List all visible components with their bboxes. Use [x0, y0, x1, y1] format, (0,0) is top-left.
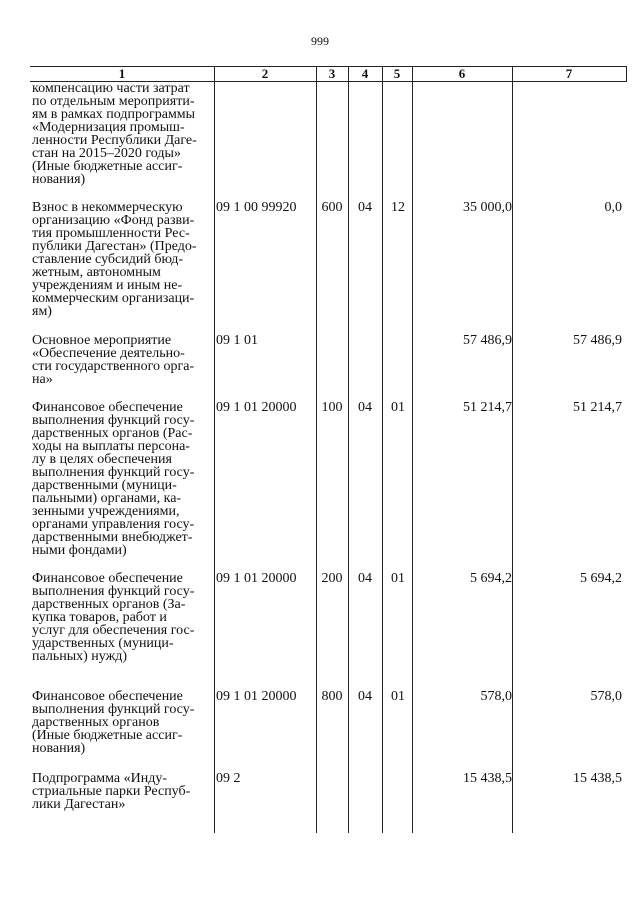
header-col-7: 7 [565, 66, 573, 81]
name-line: «Модернизация промыш- [32, 120, 185, 135]
col-divider [382, 66, 383, 833]
name-line: зенными учреждениями, [32, 504, 180, 519]
row-col-3: 200 [321, 571, 343, 586]
name-line: на» [32, 372, 53, 387]
row-name [32, 772, 214, 811]
row-amount-6: 51 214,7 [463, 400, 512, 415]
row-col-5: 12 [391, 200, 405, 215]
name-line: стриальные парки Респуб- [32, 784, 191, 799]
row-amount-7: 15 438,5 [573, 771, 622, 786]
name-line: «Обеспечение деятельно- [32, 346, 185, 361]
budget-table [30, 66, 627, 833]
name-line: ставление субсидий бюд- [32, 252, 183, 267]
name-line: (Иные бюджетные ассиг- [32, 728, 183, 743]
name-line: лу в целях обеспечения [32, 452, 172, 467]
name-line: организацию «Фонд разви- [32, 213, 195, 228]
header-col-6: 6 [458, 66, 466, 81]
row-amount-6: 578,0 [480, 689, 512, 704]
name-line: купка товаров, работ и [32, 610, 167, 625]
row-code: 09 1 00 99920 [216, 200, 297, 215]
name-line: нования) [32, 741, 86, 756]
name-line: ям в рамках подпрограммы [32, 107, 196, 122]
row-name [32, 82, 214, 186]
row-col-4: 04 [358, 689, 372, 704]
name-line: ударственных (муници- [32, 636, 174, 651]
name-line: ходы на выплаты персона- [32, 439, 190, 454]
name-line: учреждениям и иным не- [32, 278, 183, 293]
row-name [32, 334, 214, 386]
row-name [32, 401, 214, 557]
col-divider [316, 66, 317, 833]
name-line: выполнения функций госу- [32, 413, 195, 428]
row-col-5: 01 [391, 571, 405, 586]
row-col-4: 04 [358, 200, 372, 215]
name-line: выполнения функций госу- [32, 702, 195, 717]
header-col-4: 4 [361, 66, 369, 81]
col-divider [214, 66, 215, 833]
name-line: пальных) нужд) [32, 649, 128, 664]
name-line: тия промышленности Рес- [32, 226, 190, 241]
name-line: пальными) органами, ка- [32, 491, 182, 506]
row-amount-6: 15 438,5 [463, 771, 512, 786]
row-amount-7: 5 694,2 [580, 571, 622, 586]
name-line: публики Дагестан» (Предо- [32, 239, 197, 254]
page-number: 999 [311, 34, 329, 48]
row-col-4: 04 [358, 400, 372, 415]
name-line: сти государственного орга- [32, 359, 195, 374]
col-divider [348, 66, 349, 833]
row-amount-7: 578,0 [590, 689, 622, 704]
header-col-3: 3 [328, 66, 336, 81]
name-line: лики Дагестан» [32, 797, 126, 812]
row-name [32, 201, 214, 318]
row-code: 09 2 [216, 771, 241, 786]
name-line: дарственных органов (Рас- [32, 426, 193, 441]
row-col-3: 600 [321, 200, 343, 215]
name-line: (Иные бюджетные ассиг- [32, 159, 183, 174]
row-code: 09 1 01 [216, 333, 258, 348]
name-line: ям) [32, 304, 52, 319]
row-amount-7: 51 214,7 [573, 400, 622, 415]
col-divider [412, 66, 413, 833]
name-line: ленности Республики Даге- [32, 133, 197, 148]
name-line: выполнения функций госу- [32, 584, 195, 599]
table-right-border [626, 66, 627, 81]
name-line: дарственными внебюджет- [32, 530, 193, 545]
name-line: Финансовое обеспечение [32, 571, 183, 586]
name-line: Финансовое обеспечение [32, 400, 183, 415]
name-line: коммерческим организаци- [32, 291, 195, 306]
name-line: Взнос в некоммерческую [32, 200, 183, 215]
name-line: Финансовое обеспечение [32, 689, 183, 704]
col-divider [512, 66, 513, 833]
row-code: 09 1 01 20000 [216, 689, 297, 704]
name-line: органами управления госу- [32, 517, 195, 532]
row-amount-6: 35 000,0 [463, 200, 512, 215]
name-line: ными фондами) [32, 543, 127, 558]
name-line: нования) [32, 172, 86, 187]
name-line: по отдельным мероприяти- [32, 94, 195, 109]
row-amount-6: 5 694,2 [470, 571, 512, 586]
header-col-1: 1 [118, 66, 126, 81]
name-line: услуг для обеспечения гос- [32, 623, 195, 638]
name-line: дарственных органов (За- [32, 597, 186, 612]
name-line: стан на 2015–2020 годы» [32, 146, 181, 161]
row-col-4: 04 [358, 571, 372, 586]
row-col-3: 800 [321, 689, 343, 704]
header-col-5: 5 [393, 66, 401, 81]
row-amount-7: 0,0 [604, 200, 622, 215]
row-amount-6: 57 486,9 [463, 333, 512, 348]
row-col-5: 01 [391, 400, 405, 415]
row-amount-7: 57 486,9 [573, 333, 622, 348]
header-col-2: 2 [261, 66, 269, 81]
name-line: жетным, автономным [32, 265, 161, 280]
name-line: выполнения функций госу- [32, 465, 195, 480]
row-name [32, 572, 214, 663]
row-name [32, 690, 214, 755]
row-code: 09 1 01 20000 [216, 571, 297, 586]
row-code: 09 1 01 20000 [216, 400, 297, 415]
name-line: дарственными (муници- [32, 478, 177, 493]
name-line: дарственных органов [32, 715, 160, 730]
name-line: компенсацию части затрат [32, 81, 190, 96]
name-line: Основное мероприятие [32, 333, 172, 348]
row-col-5: 01 [391, 689, 405, 704]
name-line: Подпрограмма «Инду- [32, 771, 168, 786]
row-col-3: 100 [321, 400, 343, 415]
